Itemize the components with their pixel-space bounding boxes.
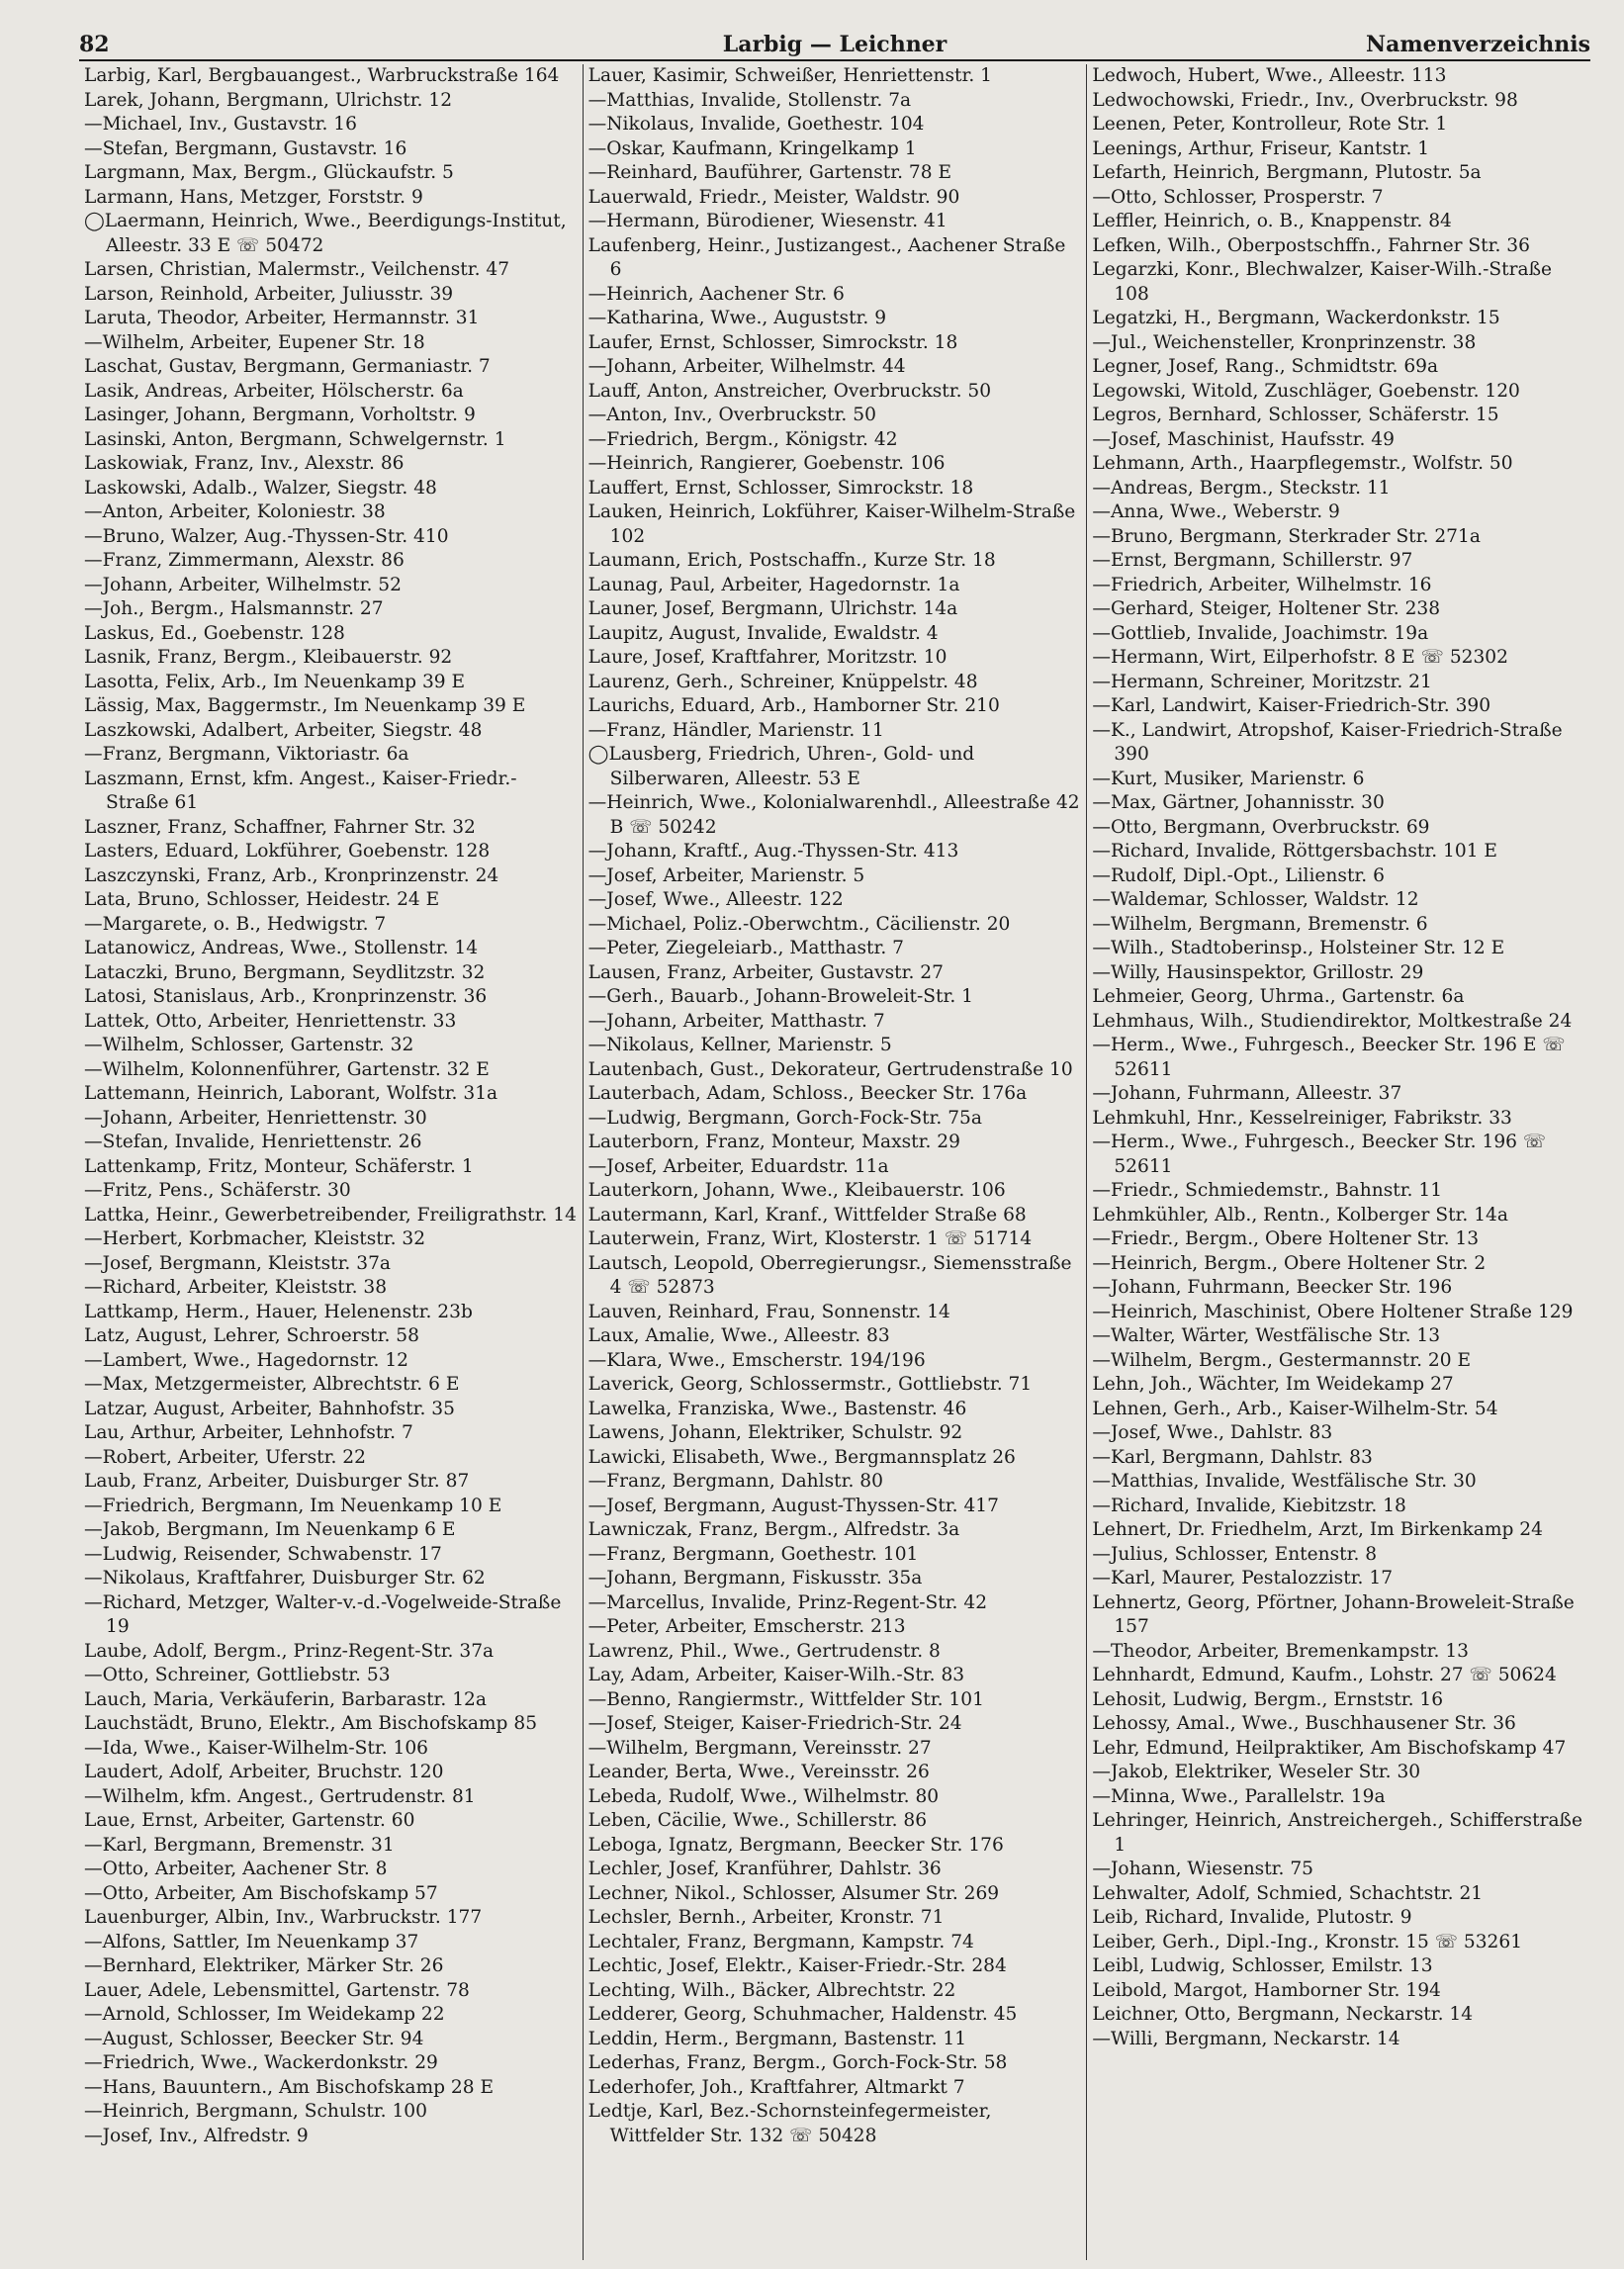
directory-entry: —Lambert, Wwe., Hagedornstr. 12 [84, 1349, 409, 1371]
directory-entry: Lau, Arthur, Arbeiter, Lehnhofstr. 7 [84, 1422, 413, 1443]
directory-entry: —Karl, Maurer, Pestalozzistr. 17 [1092, 1568, 1394, 1588]
directory-entry: Lefarth, Heinrich, Bergmann, Plutostr. 5a [1092, 162, 1482, 183]
directory-entry: Larson, Reinhold, Arbeiter, Juliusstr. 39 [84, 283, 454, 305]
directory-entry: Laurenz, Gerh., Schreiner, Knüppelstr. 48 [587, 671, 978, 692]
directory-entry: Ledderer, Georg, Schuhmacher, Haldenstr. 45 [587, 2004, 1018, 2025]
directory-entry: —Wilhelm, Bergm., Gestermannstr. 20 E [1092, 1349, 1472, 1371]
directory-entry: —Katharina, Wwe., Auguststr. 9 [587, 308, 887, 328]
directory-entry: Lasters, Eduard, Lokführer, Goebenstr. 128 [84, 841, 491, 862]
directory-entry: —Richard, Invalide, Kiebitzstr. 18 [1092, 1495, 1406, 1516]
directory-entry: —Fritz, Pens., Schäferstr. 30 [84, 1180, 351, 1201]
directory-entry: —Johann, Arbeiter, Wilhelmstr. 52 [84, 574, 402, 595]
directory-entry: Lebeda, Rudolf, Wwe., Wilhelmstr. 80 [587, 1785, 940, 1807]
directory-entry: Laupitz, August, Invalide, Ewaldstr. 4 [587, 622, 939, 644]
directory-entry: —Peter, Ziegeleiarb., Matthastr. 7 [587, 938, 905, 958]
directory-entry: —Anton, Arbeiter, Koloniestr. 38 [84, 501, 386, 522]
directory-entry: —Richard, Metzger, Walter-v.-d.-Vogelweide-Straße 19 [84, 1591, 562, 1637]
directory-entry: —Franz, Bergmann, Viktoriastr. 6a [84, 744, 409, 765]
directory-entry: ◯Laermann, Heinrich, Wwe., Beerdigungs-Institut, Alleestr. 33 E ☏ 50472 [84, 211, 567, 256]
directory-entry: —Nikolaus, Invalide, Goethestr. 104 [587, 114, 925, 135]
directory-entry: —Herm., Wwe., Fuhrgesch., Beecker Str. 196 E ☏ 52611 [1092, 1035, 1566, 1080]
directory-entry: Lawelka, Franziska, Wwe., Bastenstr. 46 [587, 1398, 967, 1419]
directory-entry: —Friedrich, Bergmann, Im Neuenkamp 10 E [84, 1495, 502, 1516]
directory-entry: —K., Landwirt, Atropshof, Kaiser-Friedrich-Straße 390 [1092, 719, 1563, 765]
directory-entry: —Wilhelm, Schlosser, Gartenstr. 32 [84, 1035, 414, 1055]
directory-entry: —Wilhelm, Arbeiter, Eupener Str. 18 [84, 331, 425, 353]
directory-entry: —Robert, Arbeiter, Uferstr. 22 [84, 1446, 366, 1468]
directory-entry: —Walter, Wärter, Westfälische Str. 13 [1092, 1325, 1441, 1346]
directory-entry: Lehosit, Ludwig, Bergm., Ernststr. 16 [1092, 1688, 1444, 1710]
directory-entry: Legatzki, H., Bergmann, Wackerdonkstr. 15 [1092, 308, 1500, 328]
directory-entry: Lauch, Maria, Verkäuferin, Barbarastr. 12a [84, 1688, 487, 1710]
directory-entry: —Stefan, Invalide, Henriettenstr. 26 [84, 1132, 422, 1152]
directory-entry: Lefken, Wilh., Oberpostschffn., Fahrner Str. 36 [1092, 234, 1530, 256]
directory-entry: —Franz, Bergmann, Dahlstr. 80 [587, 1471, 883, 1492]
directory-entry: Lattenkamp, Fritz, Monteur, Schäferstr. 1 [84, 1155, 474, 1177]
directory-entry: Lehnen, Gerh., Arb., Kaiser-Wilhelm-Str. 54 [1092, 1398, 1498, 1419]
directory-entry: Laskowiak, Franz, Inv., Alexstr. 86 [84, 453, 405, 474]
directory-entry: —Franz, Händler, Marienstr. 11 [587, 719, 884, 741]
directory-entry: Laumann, Erich, Postschaffn., Kurze Str. 18 [587, 550, 996, 571]
directory-entry: Lawniczak, Franz, Bergm., Alfredstr. 3a [587, 1519, 960, 1540]
directory-entry: Lauterwein, Franz, Wirt, Klosterstr. 1 ☏ 51714 [587, 1228, 1033, 1249]
directory-entry: —Benno, Rangiermstr., Wittfelder Str. 101 [587, 1688, 984, 1710]
directory-entry: Larbig, Karl, Bergbauangest., Warbruckstraße 164 [84, 65, 560, 86]
directory-entry: —Josef, Wwe., Alleestr. 122 [587, 889, 844, 910]
directory-entry: —Johann, Fuhrmann, Beecker Str. 196 [1092, 1277, 1453, 1298]
directory-entry: —Otto, Arbeiter, Aachener Str. 8 [84, 1859, 388, 1879]
directory-entry: —Johann, Fuhrmann, Alleestr. 37 [1092, 1083, 1402, 1104]
directory-entry: Laskus, Ed., Goebenstr. 128 [84, 622, 345, 644]
directory-entry: —Nikolaus, Kellner, Marienstr. 5 [587, 1035, 892, 1055]
directory-entry: —Bruno, Walzer, Aug.-Thyssen-Str. 410 [84, 525, 449, 547]
directory-entry: —Otto, Schreiner, Gottliebstr. 53 [84, 1665, 391, 1685]
directory-entry: —Wilhelm, Bergmann, Vereinsstr. 27 [587, 1737, 932, 1759]
directory-entry: Lawens, Johann, Elektriker, Schulstr. 92 [587, 1422, 963, 1443]
column-1 [79, 64, 583, 2260]
directory-entry: —Arnold, Schlosser, Im Weidekamp 22 [84, 2004, 445, 2025]
directory-entry: —Friedrich, Arbeiter, Wilhelmstr. 16 [1092, 574, 1432, 595]
directory-entry: Lattkamp, Herm., Hauer, Helenenstr. 23b [84, 1301, 473, 1322]
directory-entry: —Herm., Wwe., Fuhrgesch., Beecker Str. 196 ☏ 52611 [1092, 1132, 1547, 1177]
directory-entry: Legner, Josef, Rang., Schmidtstr. 69a [1092, 356, 1439, 377]
running-title: Larbig — Leichner [722, 32, 947, 57]
directory-entry: Lattek, Otto, Arbeiter, Henriettenstr. 33 [84, 1010, 457, 1032]
directory-entry: Lausen, Franz, Arbeiter, Gustavstr. 27 [587, 961, 944, 983]
directory-entry: —Friedrich, Bergm., Königstr. 42 [587, 428, 898, 450]
directory-entry: Lechsler, Bernh., Arbeiter, Kronstr. 71 [587, 1907, 945, 1928]
directory-entry: —Josef, Wwe., Dahlstr. 83 [1092, 1422, 1333, 1443]
directory-entry: —Johann, Bergmann, Fiskusstr. 35a [587, 1568, 923, 1588]
directory-entry: —Johann, Wiesenstr. 75 [1092, 1859, 1314, 1879]
directory-entry: Lehwalter, Adolf, Schmied, Schachtstr. 21 [1092, 1882, 1484, 1904]
directory-entry: —Heinrich, Bergm., Obere Holtener Str. 2 [1092, 1252, 1487, 1274]
directory-entry: —Kurt, Musiker, Marienstr. 6 [1092, 768, 1365, 789]
directory-entry: Legowski, Witold, Zuschläger, Goebenstr. 120 [1092, 380, 1520, 402]
directory-entry: Lawrenz, Phil., Wwe., Gertrudenstr. 8 [587, 1640, 941, 1662]
directory-entry: —Ida, Wwe., Kaiser-Wilhelm-Str. 106 [84, 1737, 429, 1759]
directory-entry: —Josef, Bergmann, Kleiststr. 37a [84, 1252, 392, 1274]
directory-entry: Ledwochowski, Friedr., Inv., Overbruckstr. 98 [1092, 89, 1518, 111]
directory-entry: Lechting, Wilh., Bäcker, Albrechtstr. 22 [587, 1979, 956, 2001]
directory-entry: Lechler, Josef, Kranführer, Dahlstr. 36 [587, 1859, 942, 1879]
directory-entry: Lederhofer, Joh., Kraftfahrer, Altmarkt 7 [587, 2076, 965, 2098]
directory-entry: Ledwoch, Hubert, Wwe., Alleestr. 113 [1092, 65, 1447, 86]
directory-entry: Laschat, Gustav, Bergmann, Germaniastr. 7 [84, 356, 491, 377]
directory-entry: Legros, Bernhard, Schlosser, Schäferstr. 15 [1092, 405, 1499, 425]
directory-entry: Lauken, Heinrich, Lokführer, Kaiser-Wilhelm-Straße 102 [587, 501, 1076, 547]
directory-entry: Leib, Richard, Invalide, Plutostr. 9 [1092, 1907, 1412, 1928]
directory-entry: —Franz, Bergmann, Goethestr. 101 [587, 1543, 919, 1565]
directory-entry: Leichner, Otto, Bergmann, Neckarstr. 14 [1092, 2004, 1474, 2025]
directory-entry: —Theodor, Arbeiter, Bremenkampstr. 13 [1092, 1640, 1469, 1662]
directory-entry: Lattemann, Heinrich, Laborant, Wolfstr. 31a [84, 1083, 498, 1104]
directory-entry: Lautsch, Leopold, Oberregierungsr., Siemensstraße 4 ☏ 52873 [587, 1252, 1072, 1298]
directory-entry: Laure, Josef, Kraftfahrer, Moritzstr. 10 [587, 647, 947, 668]
directory-entry: —Willi, Bergmann, Neckarstr. 14 [1092, 2028, 1400, 2049]
directory-entry: Lehmkühler, Alb., Rentn., Kolberger Str. 14a [1092, 1204, 1508, 1225]
directory-entry: Lauff, Anton, Anstreicher, Overbruckstr. 50 [587, 380, 992, 402]
directory-entry: Latz, August, Lehrer, Schroerstr. 58 [84, 1325, 419, 1346]
directory-entry: Launag, Paul, Arbeiter, Hagedornstr. 1a [587, 574, 960, 595]
directory-entry: —Margarete, o. B., Hedwigstr. 7 [84, 913, 387, 935]
directory-entry: —Jakob, Elektriker, Weseler Str. 30 [1092, 1762, 1421, 1782]
directory-entry: Lauerwald, Friedr., Meister, Waldstr. 90 [587, 186, 960, 208]
directory-entry: —Bernhard, Elektriker, Märker Str. 26 [84, 1955, 444, 1976]
directory-entry: —Matthias, Invalide, Westfälische Str. 30 [1092, 1471, 1477, 1492]
directory-entry: Lasinski, Anton, Bergmann, Schwelgernstr. 1 [84, 428, 506, 450]
directory-entry: Lasotta, Felix, Arb., Im Neuenkamp 39 E [84, 671, 466, 692]
directory-entry: —Jul., Weichensteller, Kronprinzenstr. 38 [1092, 331, 1477, 353]
directory-entry: —Johann, Arbeiter, Wilhelmstr. 44 [587, 356, 906, 377]
directory-entry: —Wilhelm, Bergmann, Bremenstr. 6 [1092, 913, 1428, 935]
directory-entry: Laub, Franz, Arbeiter, Duisburger Str. 87 [84, 1471, 470, 1492]
directory-entry: —Josef, Arbeiter, Eduardstr. 11a [587, 1155, 889, 1177]
directory-entry: —Andreas, Bergm., Steckstr. 11 [1092, 477, 1391, 499]
directory-entry: —Hermann, Wirt, Eilperhofstr. 8 E ☏ 52302 [1092, 647, 1508, 668]
directory-entry: —Stefan, Bergmann, Gustavstr. 16 [84, 137, 407, 159]
directory-entry: Latosi, Stanislaus, Arb., Kronprinzenstr. 36 [84, 986, 488, 1007]
directory-entry: —Hermann, Schreiner, Moritzstr. 21 [1092, 671, 1432, 692]
directory-entry: ◯Lausberg, Friedrich, Uhren-, Gold- und Silberwaren, Alleestr. 53 E [587, 744, 975, 789]
directory-entry: Leibl, Ludwig, Schlosser, Emilstr. 13 [1092, 1955, 1433, 1976]
directory-entry: Latanowicz, Andreas, Wwe., Stollenstr. 14 [84, 938, 479, 958]
directory-entry: —Otto, Schlosser, Prosperstr. 7 [1092, 186, 1384, 208]
directory-entry: —Minna, Wwe., Parallelstr. 19a [1092, 1785, 1386, 1807]
directory-entry: Larek, Johann, Bergmann, Ulrichstr. 12 [84, 89, 453, 111]
directory-entry: —Waldemar, Schlosser, Waldstr. 12 [1092, 889, 1419, 910]
directory-entry: —Ludwig, Bergmann, Gorch-Fock-Str. 75a [587, 1107, 982, 1129]
directory-entry: Laudert, Adolf, Arbeiter, Bruchstr. 120 [84, 1762, 444, 1782]
directory-entry: —Friedr., Schmiedemstr., Bahnstr. 11 [1092, 1180, 1443, 1201]
directory-entry: Lautenbach, Gust., Dekorateur, Gertrudenstraße 10 [587, 1058, 1073, 1080]
directory-entry: —Josef, Maschinist, Haufsstr. 49 [1092, 428, 1395, 450]
directory-entry: Lehringer, Heinrich, Anstreichergeh., Schifferstraße 1 [1092, 1810, 1582, 1856]
directory-entry: Laszner, Franz, Schaffner, Fahrner Str. 32 [84, 816, 476, 838]
directory-entry: —Richard, Invalide, Röttgersbachstr. 101 E [1092, 841, 1498, 862]
directory-entry: Launer, Josef, Bergmann, Ulrichstr. 14a [587, 598, 958, 619]
directory-entry: Laufenberg, Heinr., Justizangest., Aachener Straße 6 [587, 234, 1066, 280]
directory-entry: Lata, Bruno, Schlosser, Heidestr. 24 E [84, 889, 440, 910]
directory-entry: Ledtje, Karl, Bez.-Schornsteinfegermeister, Wittfelder Str. 132 ☏ 50428 [587, 2101, 992, 2146]
directory-entry: Lauer, Kasimir, Schweißer, Henriettenstr. 1 [587, 65, 993, 86]
directory-entry: Laverick, Georg, Schlossermstr., Gottliebstr. 71 [587, 1374, 1033, 1395]
directory-entry: Lehr, Edmund, Heilpraktiker, Am Bischofskamp 47 [1092, 1737, 1567, 1759]
directory-entry: Lauterborn, Franz, Monteur, Maxstr. 29 [587, 1132, 960, 1152]
directory-entry: —Otto, Bergmann, Overbruckstr. 69 [1092, 816, 1430, 838]
directory-entry: Lauffert, Ernst, Schlosser, Simrockstr. 18 [587, 477, 974, 499]
directory-entry: Lederhas, Franz, Bergm., Gorch-Fock-Str. 58 [587, 2052, 1008, 2073]
directory-entry: Laurichs, Eduard, Arb., Hamborner Str. 210 [587, 695, 1000, 716]
directory-entry: Lawicki, Elisabeth, Wwe., Bergmannsplatz 26 [587, 1446, 1016, 1468]
directory-entry: Laskowski, Adalb., Walzer, Siegstr. 48 [84, 477, 437, 499]
directory-entry: —Willy, Hausinspektor, Grillostr. 29 [1092, 961, 1424, 983]
directory-entry: —Heinrich, Maschinist, Obere Holtener Straße 129 [1092, 1301, 1574, 1322]
directory-entry: Lehmeier, Georg, Uhrma., Gartenstr. 6a [1092, 986, 1465, 1007]
directory-entry: —Friedrich, Wwe., Wackerdonkstr. 29 [84, 2052, 438, 2073]
directory-entry: —Josef, Steiger, Kaiser-Friedrich-Str. 24 [587, 1713, 962, 1734]
directory-entry: Leboga, Ignatz, Bergmann, Beecker Str. 176 [587, 1834, 1004, 1856]
directory-entry: Lehnertz, Georg, Pförtner, Johann-Broweleit-Straße 157 [1092, 1591, 1575, 1637]
directory-entry: Lässig, Max, Baggermstr., Im Neuenkamp 39 E [84, 695, 526, 716]
directory-entry: —Gerhard, Steiger, Holtener Str. 238 [1092, 598, 1441, 619]
directory-entry: —Heinrich, Wwe., Kolonialwarenhdl., Alleestraße 42 B ☏ 50242 [587, 792, 1080, 838]
directory-entry: —Michael, Inv., Gustavstr. 16 [84, 114, 357, 135]
directory-entry: —Klara, Wwe., Emscherstr. 194/196 [587, 1349, 926, 1371]
directory-entry: Lehossy, Amal., Wwe., Buschhausener Str. 36 [1092, 1713, 1516, 1734]
directory-entry: —Michael, Poliz.-Oberwchtm., Cäcilienstr. 20 [587, 913, 1011, 935]
directory-entry: Larsen, Christian, Malermstr., Veilchenstr. 47 [84, 259, 510, 280]
directory-entry: Lehmkuhl, Hnr., Kesselreiniger, Fabrikstr. 33 [1092, 1107, 1512, 1129]
directory-entry: Laszkowski, Adalbert, Arbeiter, Siegstr. 48 [84, 719, 483, 741]
directory-entry: —Wilh., Stadtoberinsp., Holsteiner Str. 12 E [1092, 938, 1505, 958]
directory-entry: Lauenburger, Albin, Inv., Warbruckstr. 177 [84, 1907, 483, 1928]
directory-entry: —Julius, Schlosser, Entenstr. 8 [1092, 1543, 1378, 1565]
directory-entry: —Max, Metzgermeister, Albrechtstr. 6 E [84, 1374, 460, 1395]
directory-entry: —Rudolf, Dipl.-Opt., Lilienstr. 6 [1092, 864, 1385, 886]
directory-entry: Laruta, Theodor, Arbeiter, Hermannstr. 31 [84, 308, 480, 328]
column-2 [583, 64, 1087, 2260]
directory-entry: Leiber, Gerh., Dipl.-Ing., Kronstr. 15 ☏ 53261 [1092, 1931, 1523, 1952]
directory-entry: Lasinger, Johann, Bergmann, Vorholtstr. 9 [84, 405, 476, 425]
directory-entry: —Anna, Wwe., Weberstr. 9 [1092, 501, 1340, 522]
page-header [79, 28, 1590, 61]
directory-entry: Larmann, Hans, Metzger, Forststr. 9 [84, 186, 423, 208]
directory-entry: —Joh., Bergm., Halsmannstr. 27 [84, 598, 384, 619]
directory-entry: —Oskar, Kaufmann, Kringelkamp 1 [587, 137, 917, 159]
directory-entry: —Gottlieb, Invalide, Joachimstr. 19a [1092, 622, 1429, 644]
directory-entry: —Ludwig, Reisender, Schwabenstr. 17 [84, 1543, 442, 1565]
directory-entry: Lauchstädt, Bruno, Elektr., Am Bischofskamp 85 [84, 1713, 538, 1734]
directory-entry: —Heinrich, Aachener Str. 6 [587, 283, 845, 305]
directory-entry: Latzar, August, Arbeiter, Bahnhofstr. 35 [84, 1398, 455, 1419]
directory-entry: Lechner, Nikol., Schlosser, Alsumer Str. 269 [587, 1882, 1000, 1904]
directory-entry: —Bruno, Bergmann, Sterkrader Str. 271a [1092, 525, 1481, 547]
directory-entry: —Karl, Landwirt, Kaiser-Friedrich-Str. 390 [1092, 695, 1491, 716]
directory-entry: Leander, Berta, Wwe., Vereinsstr. 26 [587, 1762, 930, 1782]
directory-entry: Laux, Amalie, Wwe., Alleestr. 83 [587, 1325, 890, 1346]
directory-entry: Leben, Cäcilie, Wwe., Schillerstr. 86 [587, 1810, 928, 1831]
directory-entry: —Nikolaus, Kraftfahrer, Duisburger Str. 62 [84, 1568, 486, 1588]
directory-entry: —Anton, Inv., Overbruckstr. 50 [587, 405, 876, 425]
directory-entry: —Hans, Bauuntern., Am Bischofskamp 28 E [84, 2076, 495, 2098]
section-title: Namenverzeichnis [1366, 32, 1590, 57]
directory-entry: —Reinhard, Bauführer, Gartenstr. 78 E [587, 162, 952, 183]
directory-entry: Lehnhardt, Edmund, Kaufm., Lohstr. 27 ☏ 50624 [1092, 1665, 1557, 1685]
directory-entry: —Josef, Bergmann, August-Thyssen-Str. 417 [587, 1495, 999, 1516]
directory-entry: —Josef, Arbeiter, Marienstr. 5 [587, 864, 865, 886]
directory-entry: —Franz, Zimmermann, Alexstr. 86 [84, 550, 405, 571]
directory-entry: Lattka, Heinr., Gewerbetreibender, Freiligrathstr. 14 [84, 1204, 577, 1225]
page-number: 82 [79, 32, 110, 57]
directory-entry: Leenen, Peter, Kontrolleur, Rote Str. 1 [1092, 114, 1448, 135]
directory-entry: Lay, Adam, Arbeiter, Kaiser-Wilh.-Str. 83 [587, 1665, 965, 1685]
directory-entry: —Marcellus, Invalide, Prinz-Regent-Str. 42 [587, 1591, 988, 1613]
directory-entry: Lechtaler, Franz, Bergmann, Kampstr. 74 [587, 1931, 974, 1952]
directory-entry: —Alfons, Sattler, Im Neuenkamp 37 [84, 1931, 419, 1952]
directory-entry: Leenings, Arthur, Friseur, Kantstr. 1 [1092, 137, 1430, 159]
directory-entry: Legarzki, Konr., Blechwalzer, Kaiser-Wilh.-Straße 108 [1092, 259, 1553, 305]
directory-entry: —Richard, Arbeiter, Kleiststr. 38 [84, 1277, 388, 1298]
directory-entry: —Friedr., Bergm., Obere Holtener Str. 13 [1092, 1228, 1480, 1249]
directory-entry: Lasnik, Franz, Bergm., Kleibauerstr. 92 [84, 647, 453, 668]
directory-entry: Leddin, Herm., Bergmann, Bastenstr. 11 [587, 2028, 967, 2049]
directory-entry: Laszmann, Ernst, kfm. Angest., Kaiser-Friedr.-Straße 61 [84, 768, 517, 813]
directory-entry: Leffler, Heinrich, o. B., Knappenstr. 84 [1092, 211, 1452, 231]
directory-entry: —Johann, Arbeiter, Matthastr. 7 [587, 1010, 885, 1032]
directory-entry: Lauterbach, Adam, Schloss., Beecker Str. 176a [587, 1083, 1028, 1104]
directory-entry: Laufer, Ernst, Schlosser, Simrockstr. 18 [587, 331, 958, 353]
directory-entry: Laszczynski, Franz, Arb., Kronprinzenstr. 24 [84, 864, 499, 886]
directory-entry: Lasik, Andreas, Arbeiter, Hölscherstr. 6a [84, 380, 464, 402]
directory-entry: Lehnert, Dr. Friedhelm, Arzt, Im Birkenkamp 24 [1092, 1519, 1543, 1540]
directory-entry: —Herbert, Korbmacher, Kleiststr. 32 [84, 1228, 426, 1249]
directory-entry: —August, Schlosser, Beecker Str. 94 [84, 2028, 424, 2049]
directory-entry: —Peter, Arbeiter, Emscherstr. 213 [587, 1616, 906, 1637]
directory-entry: Lehmhaus, Wilh., Studiendirektor, Moltkestraße 24 [1092, 1010, 1573, 1032]
directory-entry: Laue, Ernst, Arbeiter, Gartenstr. 60 [84, 1810, 415, 1831]
directory-entry: Laube, Adolf, Bergm., Prinz-Regent-Str. 37a [84, 1640, 495, 1662]
directory-entry: Lauer, Adele, Lebensmittel, Gartenstr. 78 [84, 1979, 470, 2001]
directory-entry: —Heinrich, Bergmann, Schulstr. 100 [84, 2101, 427, 2122]
directory-entry: Lautermann, Karl, Kranf., Wittfelder Straße 68 [587, 1204, 1027, 1225]
directory-entry: Lauven, Reinhard, Frau, Sonnenstr. 14 [587, 1301, 950, 1322]
directory-entry: Lauterkorn, Johann, Wwe., Kleibauerstr. 106 [587, 1180, 1006, 1201]
directory-entry: —Hermann, Bürodiener, Wiesenstr. 41 [587, 211, 947, 231]
directory-entry: —Josef, Inv., Alfredstr. 9 [84, 2125, 309, 2146]
directory-entry: Lehn, Joh., Wächter, Im Weidekamp 27 [1092, 1374, 1454, 1395]
directory-entry: —Ernst, Bergmann, Schillerstr. 97 [1092, 550, 1413, 571]
directory-entry: —Heinrich, Rangierer, Goebenstr. 106 [587, 453, 946, 474]
directory-entry: —Jakob, Bergmann, Im Neuenkamp 6 E [84, 1519, 456, 1540]
directory-entry: —Matthias, Invalide, Stollenstr. 7a [587, 89, 912, 111]
directory-entry: —Otto, Arbeiter, Am Bischofskamp 57 [84, 1882, 438, 1904]
directory-entry: Largmann, Max, Bergm., Glückaufstr. 5 [84, 162, 454, 183]
directory-entry: —Wilhelm, kfm. Angest., Gertrudenstr. 81 [84, 1785, 476, 1807]
directory-entry: —Wilhelm, Kolonnenführer, Gartenstr. 32 E [84, 1058, 490, 1080]
directory-entry: —Karl, Bergmann, Dahlstr. 83 [1092, 1446, 1373, 1468]
directory-entry: —Max, Gärtner, Johannisstr. 30 [1092, 792, 1385, 813]
directory-entry: Leibold, Margot, Hamborner Str. 194 [1092, 1979, 1441, 2001]
directory-entry: —Gerh., Bauarb., Johann-Broweleit-Str. 1 [587, 986, 974, 1007]
directory-entry: Lechtic, Josef, Elektr., Kaiser-Friedr.-Str. 284 [587, 1955, 1007, 1976]
directory-entry: —Johann, Kraftf., Aug.-Thyssen-Str. 413 [587, 841, 959, 862]
directory-entry: —Karl, Bergmann, Bremenstr. 31 [84, 1834, 395, 1856]
directory-entry: Lehmann, Arth., Haarpflegemstr., Wolfstr. 50 [1092, 453, 1513, 474]
directory-entry: —Johann, Arbeiter, Henriettenstr. 30 [84, 1107, 427, 1129]
column-3 [1086, 64, 1590, 2260]
directory-entry: Lataczki, Bruno, Bergmann, Seydlitzstr. 32 [84, 961, 486, 983]
columns-container [79, 64, 1590, 2260]
